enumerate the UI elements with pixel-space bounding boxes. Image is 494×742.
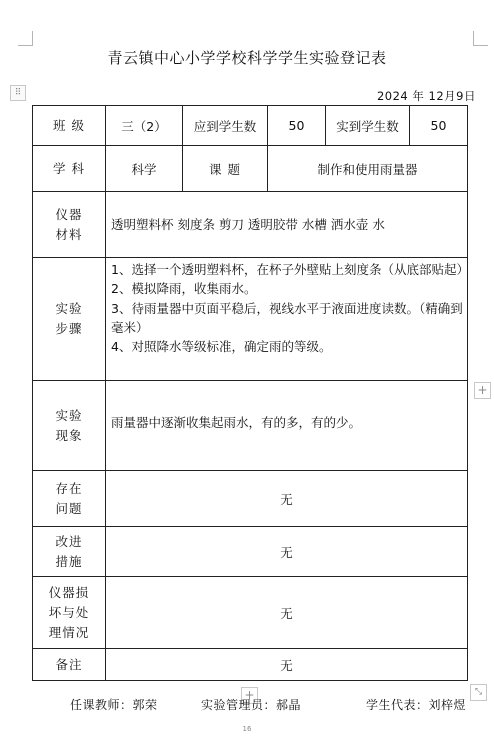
- lab-manager-signature: 实验管理员：郝晶: [201, 698, 302, 712]
- damage-label-line-3: 理情况: [48, 624, 90, 640]
- document-title: 青云镇中心小学学校科学学生实验登记表: [107, 49, 387, 67]
- phenomenon-label-line-2: 现象: [55, 427, 83, 443]
- actual-students-value[interactable]: 50: [410, 106, 468, 146]
- damage-label-line-1: 仪器损: [48, 584, 90, 600]
- subject-value[interactable]: 科学: [106, 146, 183, 192]
- problems-value[interactable]: 无: [106, 471, 468, 527]
- materials-label-line-1: 仪器: [55, 206, 83, 222]
- materials-label-line-2: 材料: [55, 226, 83, 242]
- actual-students-label: 实到学生数: [326, 106, 410, 146]
- step-item: 3、待雨量器中页面平稳后，视线水平于液面进度读数。（精确到毫米）: [111, 300, 463, 335]
- notes-label: 备注: [33, 649, 106, 681]
- add-row-plus-icon[interactable]: +: [241, 687, 258, 704]
- topic-value[interactable]: 制作和使用雨量器: [268, 146, 468, 192]
- expected-students-value[interactable]: 50: [268, 106, 326, 146]
- steps-label: [33, 258, 106, 381]
- problems-label-line-2: 问题: [55, 500, 83, 516]
- phenomenon-label: [33, 381, 106, 471]
- page-number: 16: [242, 725, 252, 733]
- steps-value[interactable]: [106, 258, 468, 381]
- experiment-record-table: [32, 105, 468, 681]
- notes-row: [33, 649, 468, 681]
- notes-value[interactable]: 无: [106, 649, 468, 681]
- crop-mark-top-right: [473, 31, 488, 46]
- topic-label: 课 题: [183, 146, 268, 192]
- phenomenon-label-line-1: 实验: [55, 407, 83, 423]
- problems-label-line-1: 存在: [55, 480, 83, 496]
- improvement-row: [33, 527, 468, 577]
- step-item: 1、选择一个透明塑料杯，在杯子外壁贴上刻度条（从底部贴起）: [111, 262, 469, 277]
- subject-row: [33, 146, 468, 192]
- problems-label: [33, 471, 106, 527]
- record-date: 2024 年 12月9日: [376, 89, 476, 103]
- crop-mark-top-left: [18, 31, 33, 46]
- phenomenon-row: [33, 381, 468, 471]
- step-item: 2、模拟降雨，收集雨水。: [111, 281, 257, 297]
- expected-students-label: 应到学生数: [183, 106, 268, 146]
- materials-value[interactable]: 透明塑料杯 刻度条 剪刀 透明胶带 水槽 洒水壶 水: [106, 192, 468, 258]
- add-column-plus-icon[interactable]: +: [474, 382, 491, 399]
- table-resize-icon[interactable]: ⤡: [470, 684, 487, 701]
- damage-row: [33, 577, 468, 649]
- problems-row: [33, 471, 468, 527]
- materials-label: [33, 192, 106, 258]
- improvement-value[interactable]: 无: [106, 527, 468, 577]
- phenomenon-value[interactable]: 雨量器中逐渐收集起雨水，有的多，有的少。: [106, 381, 468, 471]
- steps-label-line-2: 步骤: [55, 321, 83, 336]
- class-value[interactable]: 三（2）: [106, 106, 183, 146]
- step-item: 4、对照降水等级标准，确定雨的等级。: [111, 339, 332, 355]
- steps-label-line-1: 实验: [55, 301, 83, 316]
- teacher-signature: 任课教师：郭荣: [70, 698, 158, 712]
- improvement-label-line-2: 措施: [55, 553, 83, 569]
- improvement-label: [33, 527, 106, 577]
- student-rep-signature: 学生代表：刘梓煜: [366, 698, 467, 712]
- damage-label: [33, 577, 106, 649]
- damage-label-line-2: 坏与处: [48, 604, 90, 620]
- class-row: [33, 106, 468, 146]
- subject-label: 学 科: [33, 146, 106, 192]
- table-drag-handle-icon[interactable]: ⠿: [10, 85, 26, 101]
- class-label: 班 级: [33, 106, 106, 146]
- materials-row: [33, 192, 468, 258]
- improvement-label-line-1: 改进: [55, 533, 83, 549]
- steps-row: [33, 258, 468, 381]
- damage-value[interactable]: 无: [106, 577, 468, 649]
